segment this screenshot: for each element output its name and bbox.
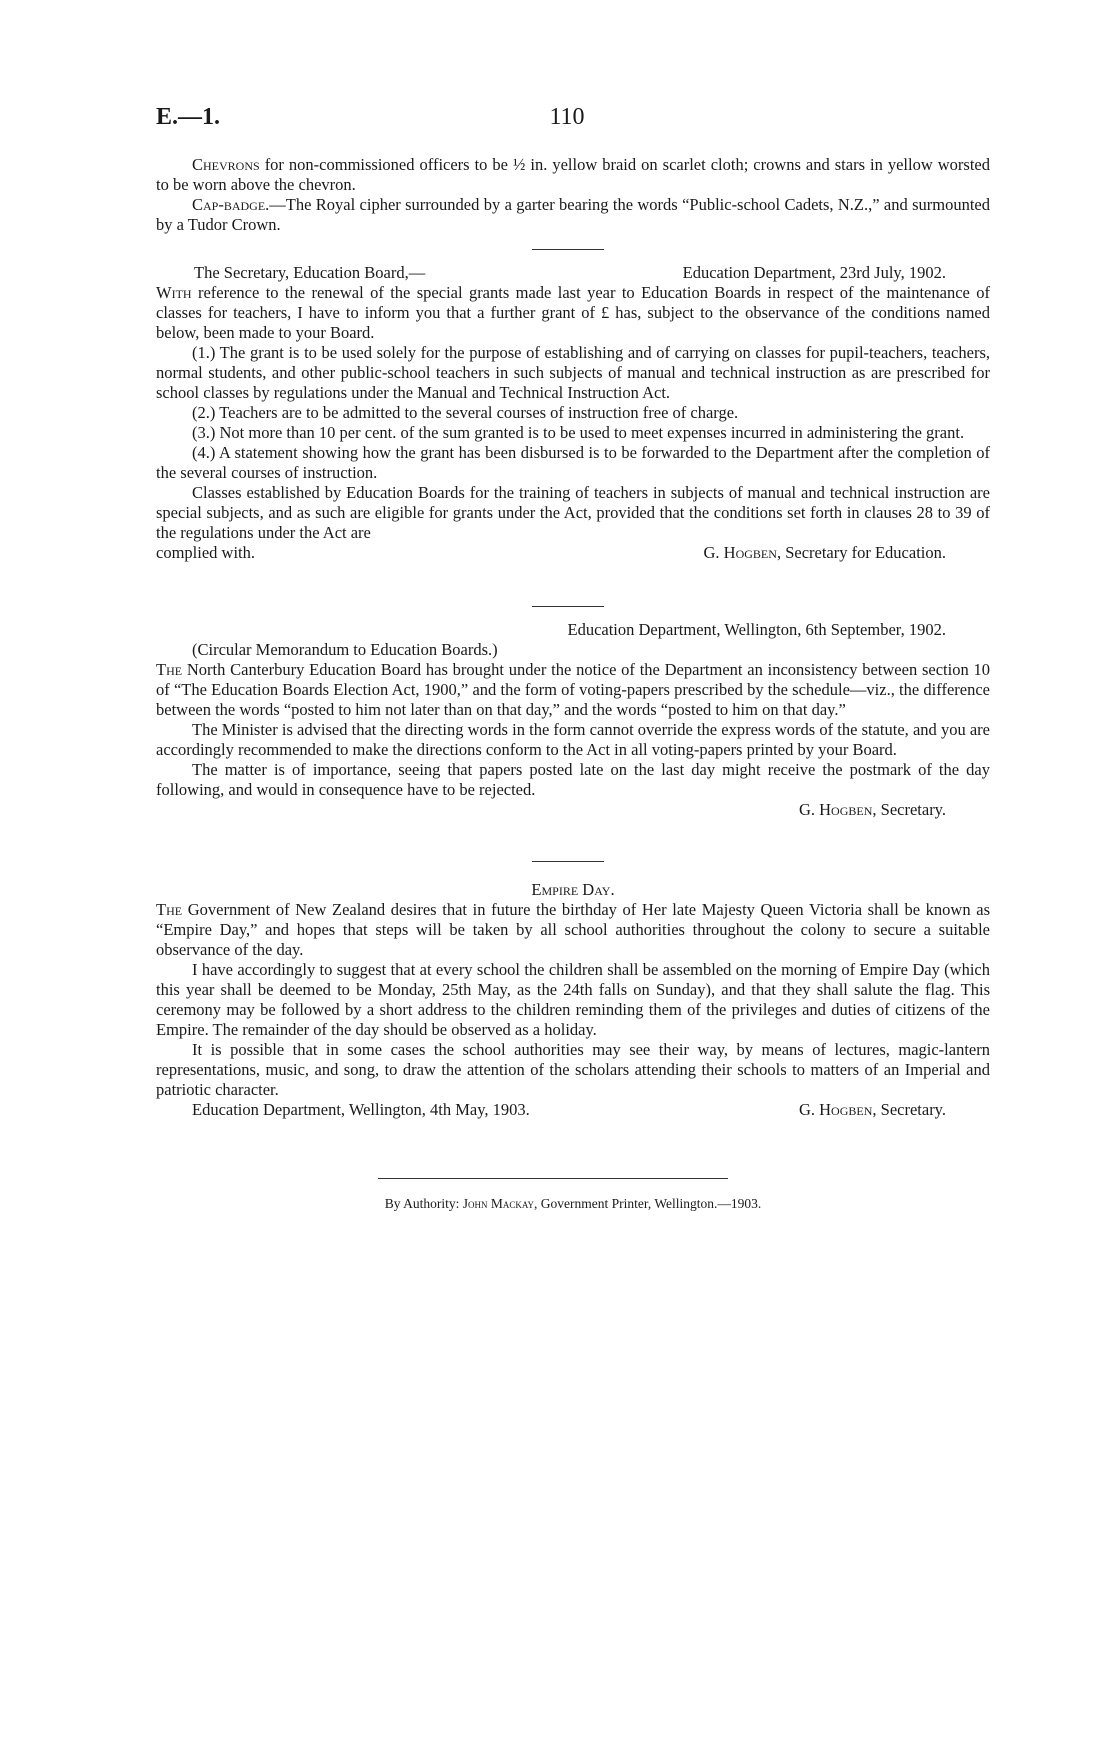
signature [704,543,946,563]
grant-intro [156,283,990,343]
signatory-title: , Secretary. [872,800,946,819]
signatory-title: , Secretary for Education. [776,543,946,562]
closing-paragraph: Classes established by Education Boards for the training of teachers in subjects of manual and technical instruction are special subjects, and as such are eligible for grants under the Act, provided that the conditions set forth in clauses 28 to 39 of the regulations under the Act are [156,483,990,542]
memo-signature [156,800,990,820]
signatory-name: G. Hogben [703,543,777,562]
memo-text: North Canterbury Education Board has brought under the notice of the Department an inconsistency between section 10 of “The Education Boards Election Act, 1900,” and the form of voting-papers prescribed by the schedule—viz., the difference between the words “posted to him not later than on that day,” and the words “posted to him on that day.” [156,660,990,719]
printer-imprint [156,1196,990,1212]
empire-paragraph-1 [156,900,990,960]
capbadge-paragraph [156,195,990,235]
closing-last: complied with. [156,543,255,562]
signature-line [156,543,990,563]
chevrons-label: Chevrons [192,155,260,174]
memo-dateline: Education Department, Wellington, 6th September, 1902. [567,620,946,639]
imprint-prefix: By Authority: [384,1196,463,1211]
memo-paragraph-3: The matter is of importance, seeing that papers posted late on the last day might receive the postmark of the day following, and would in consequence have to be rejected. [156,760,990,799]
signature [799,1100,946,1120]
letter-dateline: Education Department, 23rd July, 1902. [682,263,946,282]
condition-4: (4.) A statement showing how the grant has been disbursed is to be forwarded to the Department after the completion of the several courses of instruction. [156,443,990,482]
uniform-section [156,155,990,235]
imprint-suffix: , Government Printer, Wellington.—1903. [534,1196,762,1211]
empire-day-section [156,880,990,1120]
signatory-title: , Secretary. [872,1100,946,1119]
empire-paragraph-2: I have accordingly to suggest that at every school the children shall be assembled on the morning of Empire Day (which this year shall be deemed to be Monday, 25th May, as the 24th falls on Sunday), and that they shall salute the flag. This ceremony may be followed by a short address to the children reminding them of the privileges and duties of citizens of the Empire. The remainder of the day should be observed as a holiday. [156,960,990,1039]
footer-divider [378,1178,728,1179]
memo-paragraph-1 [156,660,990,720]
empire-signature-line [156,1100,990,1120]
memo-subtitle: (Circular Memorandum to Education Boards.) [192,640,498,659]
intro-lead: With [156,283,192,302]
intro-text: reference to the renewal of the special grants made last year to Education Boards in respect of the maintenance of classes for teachers, I have to inform you that a further grant of £ has, subject to the observance of the conditions named below, been made to your Board. [156,283,990,342]
condition-3: (3.) Not more than 10 per cent. of the sum granted is to be used to meet expenses incurred in administering the grant. [192,423,965,442]
empire-text: Government of New Zealand desires that in future the birthday of Her late Majesty Queen Victoria shall be known as “Empire Day,” and hopes that steps will be taken by all school authorities throughout the colony to secure a suitable observance of the day. [156,900,990,959]
circular-memorandum [156,620,990,820]
document-reference: E.—1. [156,104,221,130]
signatory-name: G. Hogben [798,1100,873,1119]
memo-lead: The [156,660,183,679]
letter-addressee: The Secretary, Education Board,— [194,263,426,282]
condition-2: (2.) Teachers are to be admitted to the several courses of instruction free of charge. [192,403,739,422]
section-divider [532,249,604,250]
grant-letter [156,263,990,563]
section-divider [532,861,604,862]
section-divider [532,606,604,607]
memo-paragraph-2: The Minister is advised that the directing words in the form cannot override the express words of the statute, and you are accordingly recommended to make the directions conform to the Act in all voting-papers printed by your Board. [156,720,990,759]
condition-1: (1.) The grant is to be used solely for the purpose of establishing and of carrying on classes for pupil-teachers, teachers, normal students, and other public-school teachers in such subjects of manual and technical instruction as are prescribed for school classes by regulations under the Manual and Technical Instruction Act. [156,343,990,402]
capbadge-label: Cap-badge. [192,195,270,214]
chevrons-text: for non-commissioned officers to be ½ in. yellow braid on scarlet cloth; crowns and stars in yellow worsted to be worn above the chevron. [156,155,990,194]
printer-name: John Mackay [462,1196,535,1211]
chevrons-paragraph [156,155,990,195]
empire-dateline: Education Department, Wellington, 4th May, 1903. [192,1100,530,1119]
empire-lead: The [156,900,183,919]
page-header [156,104,978,134]
empire-paragraph-3: It is possible that in some cases the school authorities may see their way, by means of lectures, magic-lantern representations, music, and song, to draw the attention of the scholars attending their schools to matters of an Imperial and patriotic character. [156,1040,990,1099]
capbadge-text: —The Royal cipher surrounded by a garter bearing the words “Public-school Cadets, N.Z.,” and surmounted by a Tudor Crown. [156,195,990,234]
page-number: 110 [549,104,585,130]
empire-day-heading: Empire Day. [531,880,615,899]
signatory-name: G. Hogben [798,800,873,819]
